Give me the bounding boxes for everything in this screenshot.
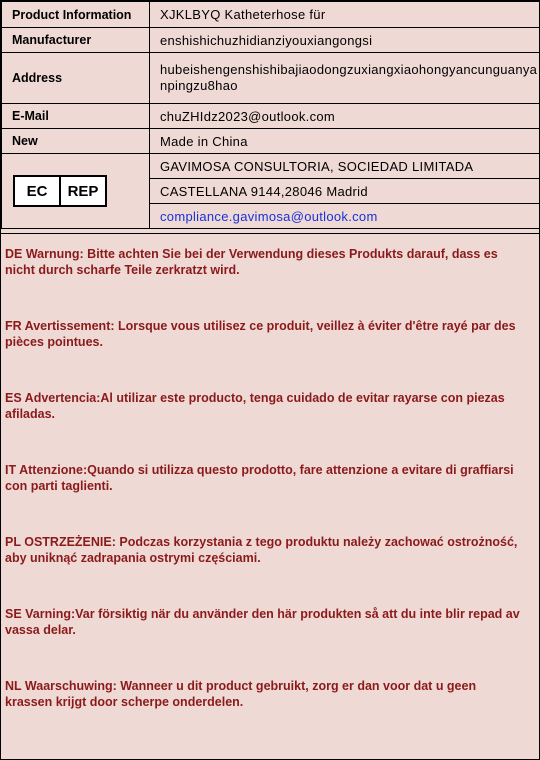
warning-pl: PL OSTRZEŻENIE: Podczas korzystania z tego produktu należy zachować ostrożność, aby uniknąć zadrapania ostrymi częściami. [5,535,518,565]
warning-de: DE Warnung: Bitte achten Sie bei der Verwendung dieses Produkts darauf, dass es nicht durch scharfe Teile zerkratzt wird. [5,247,498,277]
address-value: hubeishengenshishibajiaodongzuxiangxiaohongyancunguanyanpingzu8hao [150,53,540,104]
manufacturer-label: Manufacturer [2,28,150,53]
manufacturer-value: enshishichuzhidianziyouxiangongsi [150,28,540,53]
email-label: E-Mail [2,104,150,129]
ec-rep-cell [2,154,150,229]
rep-name-row [2,154,540,179]
ec-rep-symbol [13,175,107,207]
new-label: New [2,129,150,154]
rep-email-link[interactable]: compliance.gavimosa@outlook.com [160,208,378,224]
warning-fr: FR Avertissement: Lorsque vous utilisez ce produit, veillez à éviter d'être rayé par des pièces pointues. [5,319,516,349]
product-info-table [1,1,540,229]
product-value: XJKLBYQ Katheterhose für [150,2,540,28]
new-value: Made in China [150,129,540,154]
rep-email-cell [150,204,540,229]
new-row [2,129,540,154]
address-row [2,53,540,104]
email-row [2,104,540,129]
address-label: Address [2,53,150,104]
warning-se: SE Varning:Var försiktig när du använder den här produkten så att du inte blir repad av vassa delar. [5,607,520,637]
rep-symbol-text: REP [67,182,99,200]
warning-nl: NL Waarschuwing: Wanneer u dit product gebruikt, zorg er dan voor dat u geen krassen krijgt door scherpe onderdelen. [5,679,477,709]
rep-address: CASTELLANA 9144,28046 Madrid [150,179,540,204]
ec-symbol-text: EC [15,177,61,205]
product-label: Product Information [2,2,150,28]
warning-it: IT Attenzione:Quando si utilizza questo prodotto, fare attenzione a evitare di graffiarsi con parti taglienti. [5,463,514,493]
email-value: chuZHIdz2023@outlook.com [150,104,540,129]
product-row [2,2,540,28]
rep-name: GAVIMOSA CONSULTORIA, SOCIEDAD LIMITADA [150,154,540,179]
manufacturer-row [2,28,540,53]
warnings-section [1,233,540,760]
warning-es: ES Advertencia:Al utilizar este producto, tenga cuidado de evitar rayarse con piezas afiladas. [5,391,505,421]
